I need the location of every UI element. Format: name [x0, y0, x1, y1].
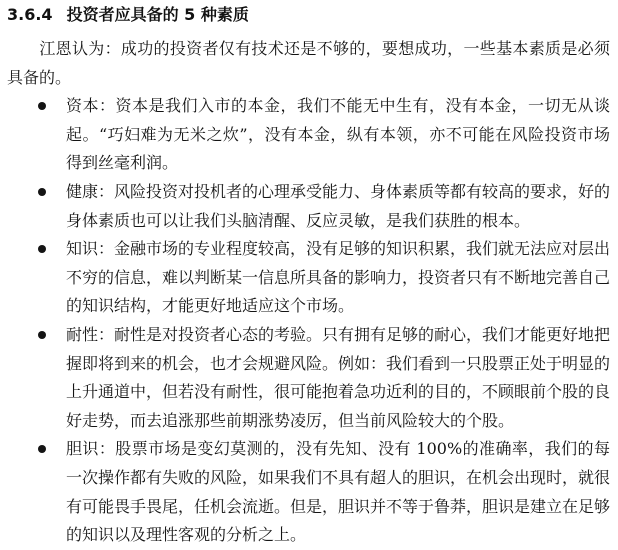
intro-paragraph — [0, 35, 618, 92]
section-number: 3.6.4 — [7, 5, 53, 24]
quality-text: 资本：资本是我们入市的本金，我们不能无中生有，没有本金，一切无从谈起。“巧妇难为无米之炊”，没有本金，纵有本领，亦不可能在风险投资市场得到丝毫利润。 — [66, 96, 610, 173]
section-title: 投资者应具备的 5 种素质 — [66, 5, 249, 24]
bullet-icon — [38, 245, 46, 253]
intro-text: 江恩认为：成功的投资者仅有技术还是不够的，要想成功，一些基本素质是必须具备的。 — [7, 39, 610, 87]
quality-item-patience — [0, 321, 618, 435]
bullet-icon — [38, 331, 46, 339]
quality-item-knowledge — [0, 235, 618, 321]
quality-text: 健康：风险投资对投机者的心理承受能力、身体素质等都有较高的要求，好的身体素质也可以让我们头脑清醒、反应灵敏，是我们获胜的根本。 — [66, 181, 611, 230]
quality-item-capital — [0, 92, 618, 178]
quality-item-courage — [0, 435, 618, 549]
quality-text: 知识：金融市场的专业程度较高，没有足够的知识积累，我们就无法应对层出不穷的信息，难以判断某一信息所具备的影响力，投资者只有不断地完善自己的知识结构，才能更好地适应这个市场。 — [66, 239, 611, 316]
bullet-icon — [38, 102, 46, 110]
section-body — [0, 35, 618, 550]
bullet-icon — [38, 188, 46, 196]
quality-text: 耐性：耐性是对投资者心态的考验。只有拥有足够的耐心，我们才能更好地把握即将到来的机会，也才会规避风险。例如：我们看到一只股票正处于明显的上升通道中，但若没有耐性，很可能抱着急功近利的目的，不顾眼前个股的良好走势，而去追涨那些前期涨势凌厉，但当前风险较大的个股。 — [66, 324, 611, 430]
quality-text: 胆识：股票市场是变幻莫测的，没有先知、没有 100%的准确率，我们的每一次操作都有失败的风险，如果我们不具有超人的胆识，在机会出现时，就很有可能畏手畏尾，任机会流逝。但是，胆识并不等于鲁莽，胆识是建立在足够的知识以及理性客观的分析之上。 — [66, 439, 611, 545]
qualities-list — [0, 92, 618, 550]
bullet-icon — [38, 445, 46, 453]
quality-item-health — [0, 178, 618, 235]
section-heading — [7, 4, 249, 26]
